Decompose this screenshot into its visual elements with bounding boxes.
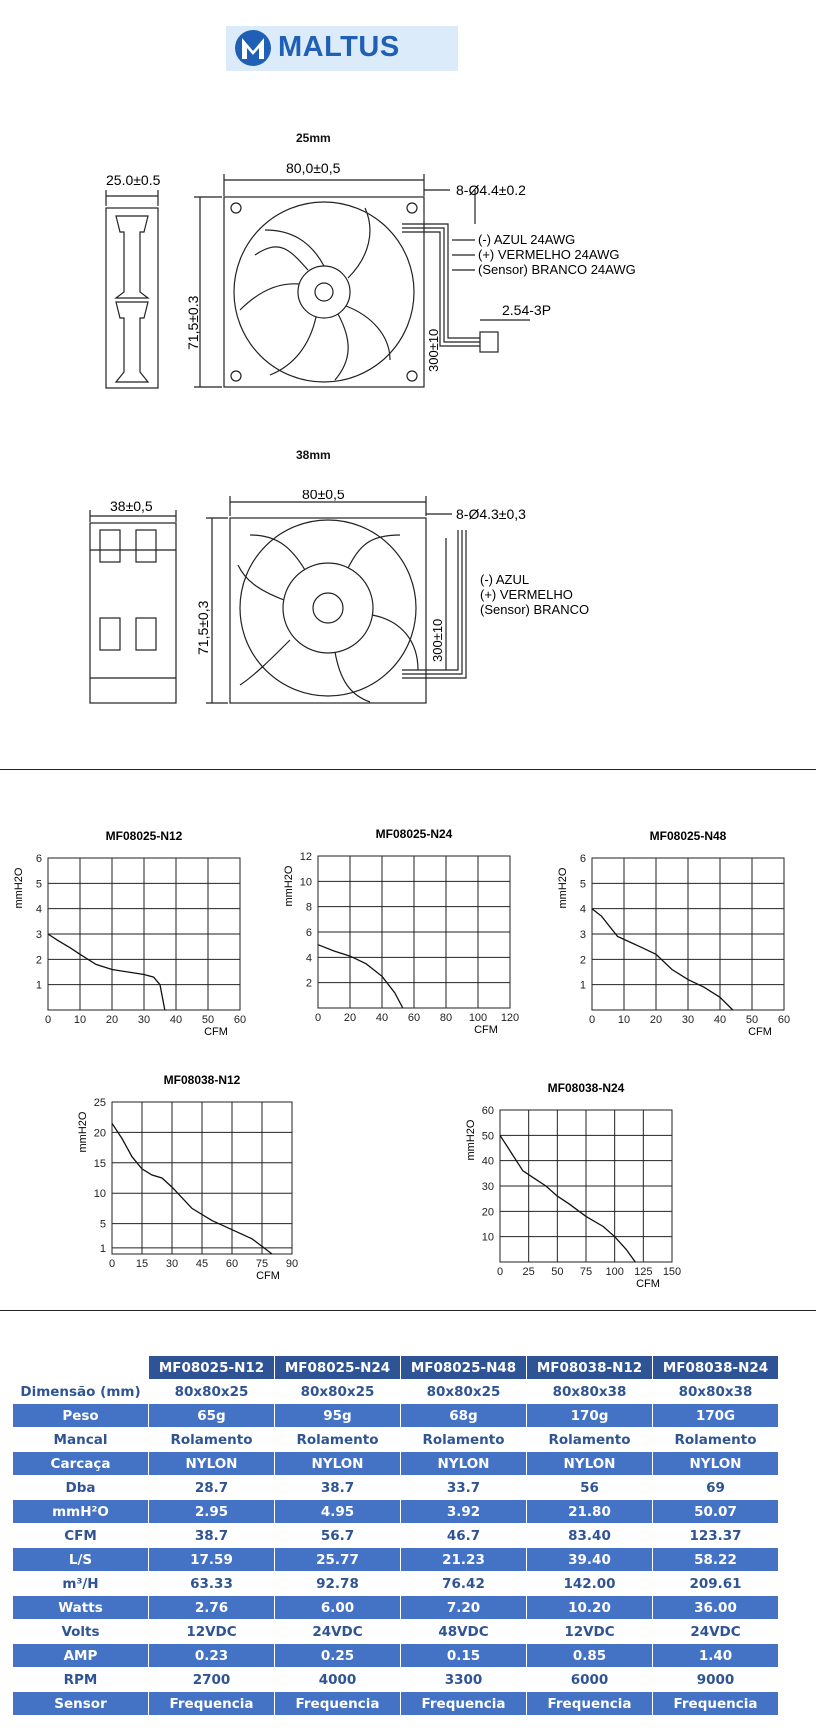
row-label: CFM <box>13 1524 149 1548</box>
wire2-label: (+) VERMELHO 24AWG <box>478 247 620 262</box>
x-tick-label: 10 <box>73 1014 87 1026</box>
curve-line <box>48 934 165 1010</box>
table-cell: 9000 <box>653 1668 779 1692</box>
y-tick-label: 6 <box>305 927 312 939</box>
row-label: Dimensão (mm) <box>13 1380 149 1404</box>
y-axis-label: mmH2O <box>283 865 295 907</box>
y-tick-label: 10 <box>299 876 312 889</box>
holes-label-38: 8-Ø4.3±0,3 <box>456 506 526 522</box>
table-cell: 123.37 <box>653 1524 779 1548</box>
x-tick-label: 100 <box>468 1012 488 1024</box>
table-cell: 69 <box>653 1476 779 1500</box>
table-cell: 80x80x25 <box>149 1380 275 1404</box>
spec-col-2: MF08025-N24 <box>275 1356 401 1380</box>
table-cell: 46.7 <box>401 1524 527 1548</box>
table-cell: 76.42 <box>401 1572 527 1596</box>
table-cell: 83.40 <box>527 1524 653 1548</box>
table-row <box>13 1692 779 1716</box>
y-tick-label: 2 <box>35 954 42 967</box>
table-cell: 10.20 <box>527 1596 653 1620</box>
row-label: mmH²O <box>13 1500 149 1524</box>
table-cell: 56 <box>527 1476 653 1500</box>
table-cell: 21.23 <box>401 1548 527 1572</box>
x-tick-label: 30 <box>165 1258 179 1270</box>
x-tick-label: 60 <box>407 1012 421 1024</box>
table-cell: NYLON <box>401 1452 527 1476</box>
row-label: m³/H <box>13 1572 149 1596</box>
y-tick-label: 60 <box>481 1105 494 1117</box>
table-cell: 3.92 <box>401 1500 527 1524</box>
table-cell: 6000 <box>527 1668 653 1692</box>
row-label: Peso <box>13 1404 149 1428</box>
front-width-label: 80,0±0,5 <box>286 160 341 176</box>
table-cell: 92.78 <box>275 1572 401 1596</box>
x-axis-label: CFM <box>474 1024 498 1036</box>
y-tick-label: 5 <box>99 1218 106 1231</box>
table-cell: 48VDC <box>401 1620 527 1644</box>
row-label: L/S <box>13 1548 149 1572</box>
y-tick-label: 3 <box>35 929 42 941</box>
y-tick-label: 1 <box>99 1242 106 1255</box>
y-tick-label: 4 <box>305 952 312 965</box>
table-cell: 24VDC <box>275 1620 401 1644</box>
connector-label: 2.54-3P <box>502 302 552 318</box>
x-tick-label: 75 <box>579 1266 593 1278</box>
table-cell: Frequencia <box>275 1692 401 1716</box>
table-cell: 95g <box>275 1404 401 1428</box>
x-tick-label: 40 <box>375 1012 389 1024</box>
y-axis-label: mmH2O <box>77 1111 89 1153</box>
y-tick-label: 4 <box>579 903 586 916</box>
x-tick-label: 50 <box>745 1014 759 1026</box>
table-cell: 7.20 <box>401 1596 527 1620</box>
table-row <box>13 1404 779 1428</box>
table-row <box>13 1500 779 1524</box>
table-cell: 38.7 <box>275 1476 401 1500</box>
y-tick-label: 10 <box>93 1188 106 1201</box>
table-cell: 0.15 <box>401 1644 527 1668</box>
table-cell: 56.7 <box>275 1524 401 1548</box>
spec-col-1: MF08025-N12 <box>149 1356 275 1380</box>
curve-line <box>318 945 403 1008</box>
spec-col-5: MF08038-N24 <box>653 1356 779 1380</box>
row-label: AMP <box>13 1644 149 1668</box>
y-tick-label: 6 <box>579 853 586 865</box>
y-tick-label: 20 <box>481 1206 494 1219</box>
x-tick-label: 0 <box>44 1014 52 1026</box>
table-cell: NYLON <box>149 1452 275 1476</box>
y-tick-label: 2 <box>305 977 312 990</box>
x-tick-label: 60 <box>233 1014 247 1026</box>
table-row <box>13 1524 779 1548</box>
table-row <box>13 1428 779 1452</box>
section-divider-2 <box>0 1310 816 1311</box>
cable-length-label: 300±10 <box>426 328 441 372</box>
wire1-label: (-) AZUL 24AWG <box>478 232 576 247</box>
maltus-logo-icon <box>234 29 272 67</box>
table-cell: 80x80x38 <box>527 1380 653 1404</box>
x-tick-label: 15 <box>135 1258 149 1270</box>
x-axis-label: CFM <box>636 1278 660 1290</box>
x-tick-label: 45 <box>195 1258 209 1270</box>
x-tick-label: 40 <box>713 1014 727 1026</box>
x-tick-label: 80 <box>439 1012 453 1024</box>
table-cell: 80x80x25 <box>275 1380 401 1404</box>
x-tick-label: 60 <box>225 1258 239 1270</box>
drawing-38-heading: 38mm <box>296 448 331 462</box>
y-tick-label: 1 <box>35 979 42 992</box>
table-cell: 24VDC <box>653 1620 779 1644</box>
spec-corner-cell <box>13 1356 149 1380</box>
table-cell: 65g <box>149 1404 275 1428</box>
y-tick-label: 30 <box>481 1181 494 1193</box>
row-label: Mancal <box>13 1428 149 1452</box>
wire3-label: (Sensor) BRANCO 24AWG <box>478 262 636 277</box>
table-cell: 38.7 <box>149 1524 275 1548</box>
table-row <box>13 1476 779 1500</box>
table-cell: Frequencia <box>527 1692 653 1716</box>
y-axis-label: mmH2O <box>465 1119 477 1161</box>
curve-line <box>112 1123 272 1254</box>
y-tick-label: 15 <box>93 1157 106 1170</box>
x-tick-label: 0 <box>588 1014 596 1026</box>
table-cell: Frequencia <box>149 1692 275 1716</box>
x-tick-label: 20 <box>649 1014 663 1026</box>
x-tick-label: 20 <box>105 1014 119 1026</box>
table-cell: 6.00 <box>275 1596 401 1620</box>
x-tick-label: 30 <box>137 1014 151 1026</box>
table-cell: Rolamento <box>275 1428 401 1452</box>
table-cell: 3300 <box>401 1668 527 1692</box>
spec-col-4: MF08038-N12 <box>527 1356 653 1380</box>
fan-38mm-drawing <box>80 490 640 730</box>
chart-title: MF08025-N24 <box>375 827 453 841</box>
wire1-label-38: (-) AZUL <box>480 572 530 587</box>
table-cell: 21.80 <box>527 1500 653 1524</box>
table-cell: NYLON <box>275 1452 401 1476</box>
table-row <box>13 1572 779 1596</box>
table-cell: 33.7 <box>401 1476 527 1500</box>
table-cell: Frequencia <box>653 1692 779 1716</box>
table-cell: Rolamento <box>653 1428 779 1452</box>
height-label: 71,5±0.3 <box>185 295 201 350</box>
y-tick-label: 1 <box>579 979 586 992</box>
drawing-25-heading: 25mm <box>296 131 331 145</box>
fan-25mm-drawing <box>90 160 650 400</box>
x-axis-label: CFM <box>256 1270 280 1282</box>
x-tick-label: 0 <box>496 1266 504 1278</box>
table-cell: 12VDC <box>527 1620 653 1644</box>
table-cell: 4000 <box>275 1668 401 1692</box>
table-cell: 25.77 <box>275 1548 401 1572</box>
fan-curves <box>0 820 816 1300</box>
row-label: Sensor <box>13 1692 149 1716</box>
x-tick-label: 100 <box>605 1266 624 1278</box>
table-cell: 170g <box>527 1404 653 1428</box>
y-tick-label: 3 <box>579 929 586 941</box>
table-cell: Rolamento <box>527 1428 653 1452</box>
table-cell: 28.7 <box>149 1476 275 1500</box>
table-row <box>13 1380 779 1404</box>
chart-title: MF08038-N12 <box>163 1073 241 1087</box>
table-cell: NYLON <box>527 1452 653 1476</box>
y-tick-label: 25 <box>93 1097 106 1109</box>
wire3-label-38: (Sensor) BRANCO <box>480 602 590 617</box>
table-cell: 0.23 <box>149 1644 275 1668</box>
y-tick-label: 5 <box>579 878 586 891</box>
side-width-label-38: 38±0,5 <box>110 498 153 514</box>
y-tick-label: 20 <box>93 1127 106 1140</box>
x-tick-label: 120 <box>500 1012 520 1024</box>
table-cell: 1.40 <box>653 1644 779 1668</box>
y-axis-label: mmH2O <box>557 867 569 909</box>
table-cell: 58.22 <box>653 1548 779 1572</box>
x-tick-label: 40 <box>169 1014 183 1026</box>
y-tick-label: 10 <box>481 1231 494 1244</box>
brand-name: MALTUS <box>278 31 400 63</box>
table-cell: 12VDC <box>149 1620 275 1644</box>
table-cell: 209.61 <box>653 1572 779 1596</box>
x-tick-label: 60 <box>777 1014 791 1026</box>
row-label: Carcaça <box>13 1452 149 1476</box>
spec-col-3: MF08025-N48 <box>401 1356 527 1380</box>
table-cell: 39.40 <box>527 1548 653 1572</box>
x-tick-label: 30 <box>681 1014 695 1026</box>
table-cell: 2.76 <box>149 1596 275 1620</box>
table-cell: Rolamento <box>401 1428 527 1452</box>
brand-logo <box>226 26 458 71</box>
table-cell: 4.95 <box>275 1500 401 1524</box>
x-tick-label: 150 <box>662 1266 682 1278</box>
row-label: Dba <box>13 1476 149 1500</box>
table-cell: 170G <box>653 1404 779 1428</box>
y-tick-label: 50 <box>481 1130 494 1143</box>
section-divider-1 <box>0 769 816 770</box>
x-tick-label: 50 <box>201 1014 215 1026</box>
side-width-label: 25.0±0.5 <box>106 172 161 188</box>
table-cell: 50.07 <box>653 1500 779 1524</box>
y-tick-label: 12 <box>299 851 312 863</box>
table-cell: 0.25 <box>275 1644 401 1668</box>
x-tick-label: 0 <box>314 1012 322 1024</box>
y-tick-label: 2 <box>579 954 586 967</box>
front-width-label-38: 80±0,5 <box>302 490 345 502</box>
table-row <box>13 1644 779 1668</box>
height-label-38: 71,5±0,3 <box>195 600 211 655</box>
spec-table <box>12 1355 779 1716</box>
table-cell: 17.59 <box>149 1548 275 1572</box>
table-cell: 80x80x38 <box>653 1380 779 1404</box>
y-axis-label: mmH2O <box>13 867 25 909</box>
y-tick-label: 4 <box>35 903 42 916</box>
chart-title: MF08038-N24 <box>547 1081 625 1095</box>
table-cell: 2.95 <box>149 1500 275 1524</box>
x-tick-label: 75 <box>255 1258 269 1270</box>
row-label: Watts <box>13 1596 149 1620</box>
x-tick-label: 0 <box>108 1258 116 1270</box>
y-tick-label: 6 <box>35 853 42 865</box>
table-row <box>13 1452 779 1476</box>
wire2-label-38: (+) VERMELHO <box>480 587 573 602</box>
chart-title: MF08025-N48 <box>649 829 727 843</box>
x-tick-label: 20 <box>343 1012 357 1024</box>
x-tick-label: 50 <box>551 1266 564 1278</box>
table-cell: 68g <box>401 1404 527 1428</box>
x-axis-label: CFM <box>748 1026 772 1038</box>
table-cell: 142.00 <box>527 1572 653 1596</box>
table-cell: NYLON <box>653 1452 779 1476</box>
table-cell: 2700 <box>149 1668 275 1692</box>
x-tick-label: 90 <box>285 1258 299 1270</box>
table-row <box>13 1620 779 1644</box>
row-label: Volts <box>13 1620 149 1644</box>
x-tick-label: 25 <box>522 1266 535 1278</box>
y-tick-label: 40 <box>481 1155 494 1168</box>
cable-length-label-38: 300±10 <box>430 618 445 662</box>
table-cell: 63.33 <box>149 1572 275 1596</box>
table-cell: 36.00 <box>653 1596 779 1620</box>
holes-label: 8-Ø4.4±0.2 <box>456 182 526 198</box>
spec-header-row <box>13 1356 779 1380</box>
table-cell: Frequencia <box>401 1692 527 1716</box>
table-cell: 0.85 <box>527 1644 653 1668</box>
chart-title: MF08025-N12 <box>105 829 183 843</box>
row-label: RPM <box>13 1668 149 1692</box>
table-cell: 80x80x25 <box>401 1380 527 1404</box>
table-row <box>13 1596 779 1620</box>
table-cell: Rolamento <box>149 1428 275 1452</box>
x-tick-label: 10 <box>617 1014 631 1026</box>
table-row <box>13 1548 779 1572</box>
x-axis-label: CFM <box>204 1026 228 1038</box>
y-tick-label: 5 <box>35 878 42 891</box>
y-tick-label: 8 <box>305 901 312 914</box>
x-tick-label: 125 <box>634 1266 653 1278</box>
table-row <box>13 1668 779 1692</box>
